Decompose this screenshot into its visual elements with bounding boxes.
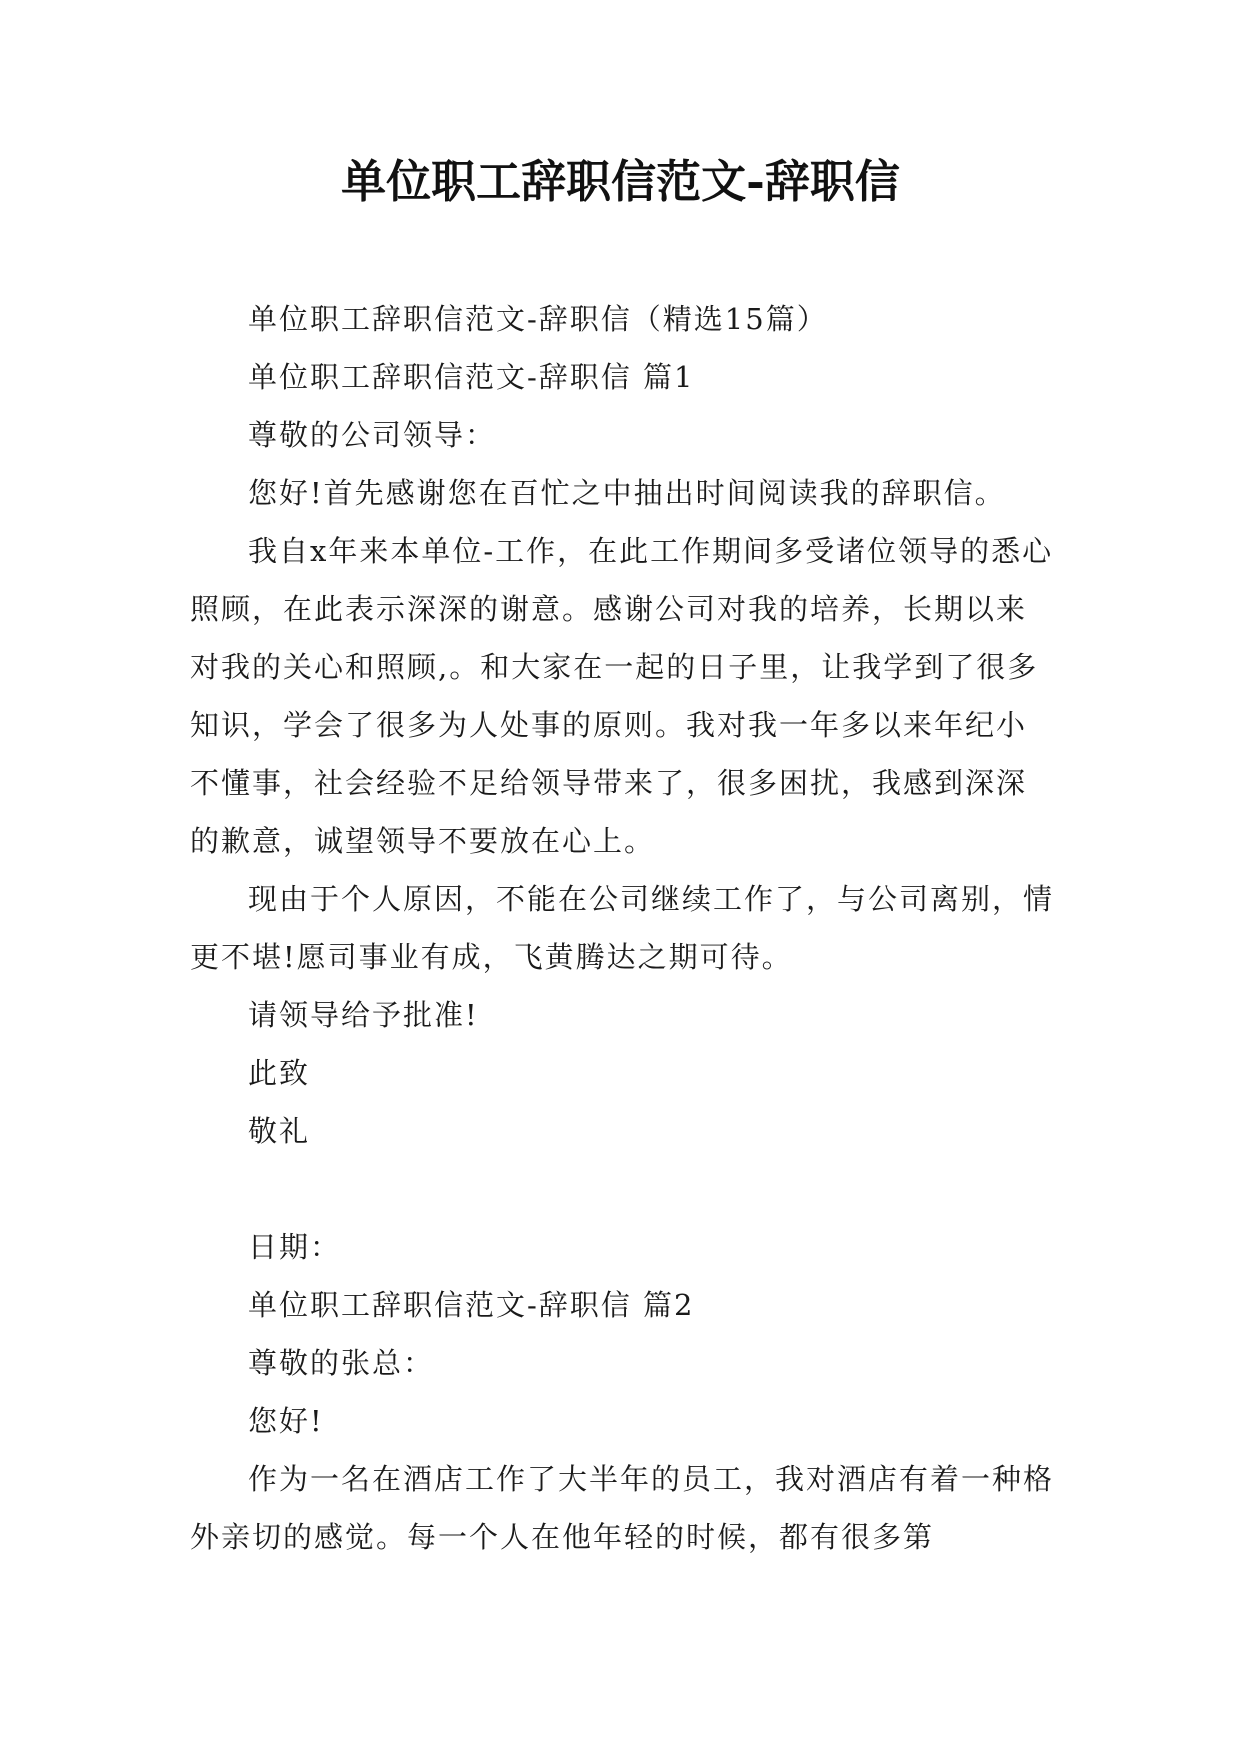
document-body	[190, 290, 1054, 1566]
salutation: 尊敬的公司领导：	[248, 418, 497, 452]
body-paragraph: 现由于个人原因，不能在公司继续工作了，与公司离别，情更不堪!愿司事业有成，飞黄腾达之期可待。	[190, 882, 1055, 974]
closing-line: 此致	[248, 1056, 311, 1090]
section-heading-2: 单位职工辞职信范文-辞职信 篇2	[248, 1288, 695, 1322]
salutation: 尊敬的张总：	[248, 1346, 435, 1380]
body-paragraph: 我自x年来本单位-工作，在此工作期间多受诸位领导的悉心照顾，在此表示深深的谢意。感谢公司对我的培养，长期以来对我的关心和照顾,。和大家在一起的日子里，让我学到了很多知识，学会了很多为人处事的原则。我对我一年多以来年纪小不懂事，社会经验不足给领导带来了，很多困扰，我感到深深的歉意，诚望领导不要放在心上。	[190, 534, 1054, 858]
section-heading-1: 单位职工辞职信范文-辞职信 篇1	[248, 360, 695, 394]
greeting-line: 您好!	[248, 1404, 324, 1438]
date-line: 日期：	[248, 1230, 342, 1264]
subtitle-line: 单位职工辞职信范文-辞职信（精选15篇）	[248, 302, 828, 336]
blank-line	[190, 1160, 1054, 1218]
greeting-paragraph: 您好!首先感谢您在百忙之中抽出时间阅读我的辞职信。	[248, 476, 1006, 510]
document-title: 单位职工辞职信范文-辞职信	[341, 155, 900, 208]
request-line: 请领导给予批准!	[248, 998, 479, 1032]
closing-salute: 敬礼	[248, 1114, 311, 1148]
body-paragraph: 作为一名在酒店工作了大半年的员工，我对酒店有着一种格外亲切的感觉。每一个人在他年轻的时候，都有很多第	[190, 1462, 1055, 1554]
